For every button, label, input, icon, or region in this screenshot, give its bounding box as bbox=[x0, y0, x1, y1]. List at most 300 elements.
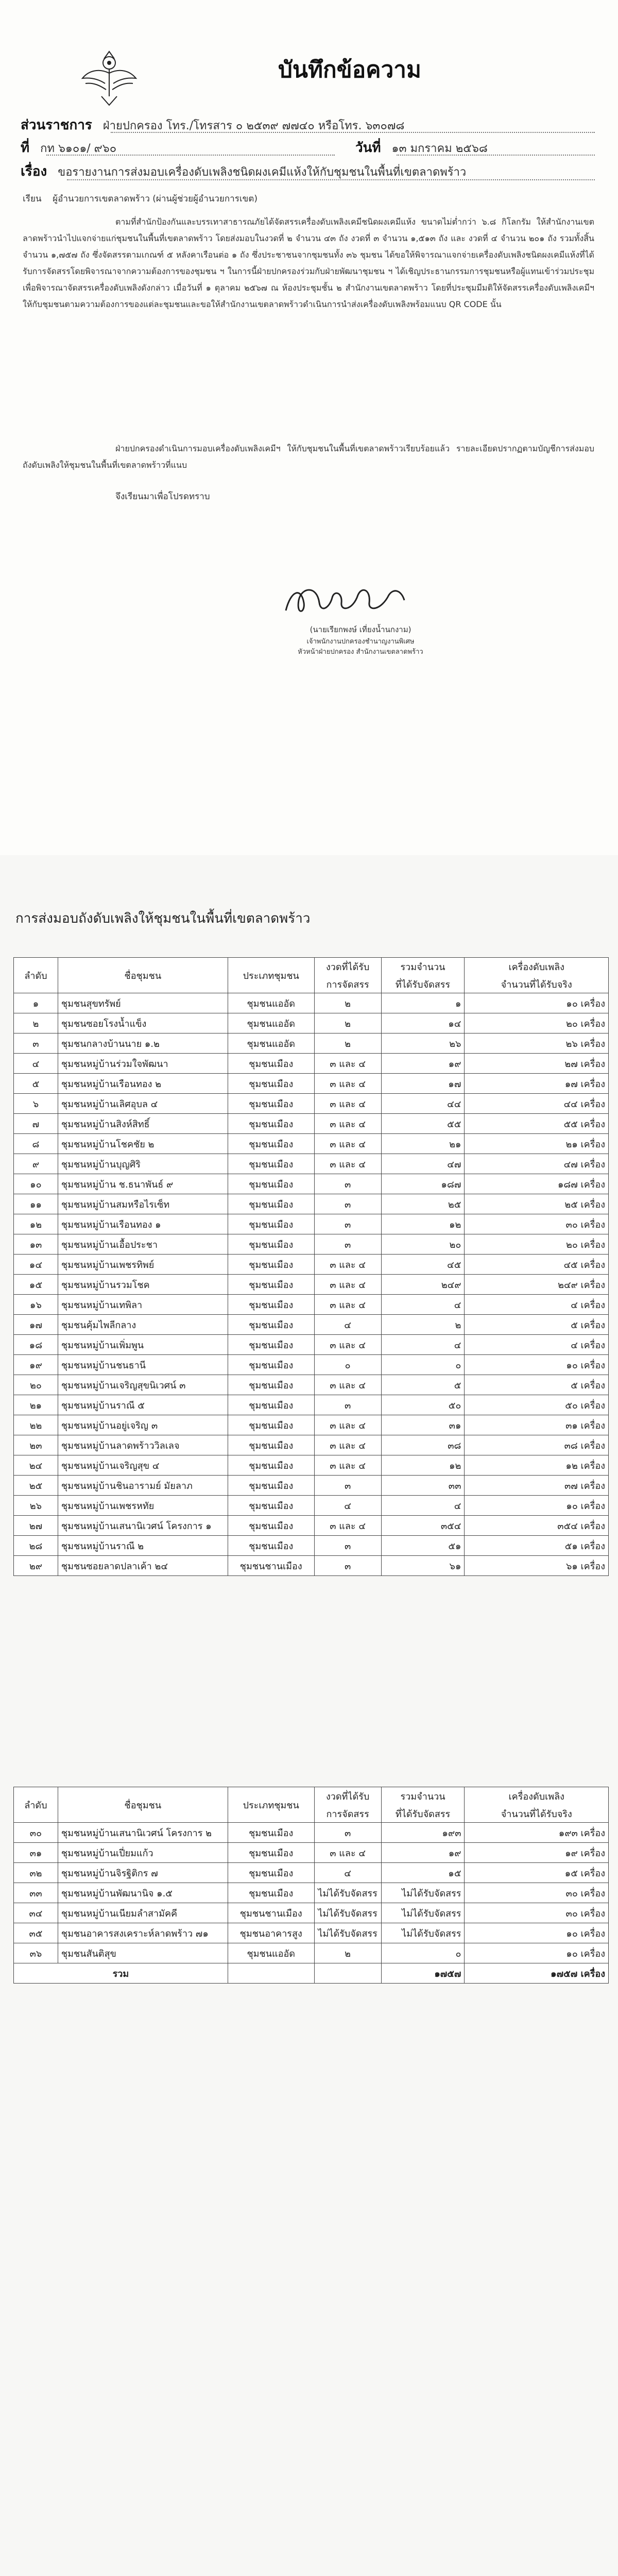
actual-qty: ๕๑ เครื่อง bbox=[465, 1536, 609, 1556]
total-empty bbox=[228, 1963, 314, 1984]
table-row bbox=[14, 1275, 609, 1295]
row-number: ๓๑ bbox=[14, 1843, 58, 1863]
col-header-name: ชื่อชุมชน bbox=[58, 1787, 228, 1823]
community-type: ชุมชนชานเมือง bbox=[228, 1903, 314, 1923]
col-header-actual: เครื่องดับเพลิง bbox=[465, 958, 609, 976]
agency-value: ฝ่ายปกครอง โทร./โทรสาร ๐ ๒๕๓๙ ๗๗๔๐ หรือโทร. ๖๓๐๗๘ bbox=[102, 120, 405, 132]
community-name: ชุมชนหมู่บ้านเสนานิเวศน์ โครงการ ๒ bbox=[58, 1823, 228, 1843]
table-row bbox=[14, 1883, 609, 1903]
to-value: ผู้อำนวยการเขตลาดพร้าว (ผ่านผู้ช่วยผู้อำนวยการเขต) bbox=[53, 194, 258, 204]
row-number: ๑๙ bbox=[14, 1355, 58, 1375]
allocated-qty: ไม่ได้รับจัดสรร bbox=[381, 1883, 465, 1903]
row-number: ๒๘ bbox=[14, 1536, 58, 1556]
actual-qty: ๕๐ เครื่อง bbox=[465, 1395, 609, 1415]
community-name: ชุมชนหมู่บ้านเจริญสุขนิเวศน์ ๓ bbox=[58, 1375, 228, 1395]
actual-qty: ๑๐ เครื่อง bbox=[465, 1355, 609, 1375]
allocated-qty: ๐ bbox=[381, 1355, 465, 1375]
community-type: ชุมชนเมือง bbox=[228, 1234, 314, 1255]
allocated-qty: ๕๕ bbox=[381, 1114, 465, 1134]
allocation-round: ๓ และ ๔ bbox=[314, 1843, 381, 1863]
community-name: ชุมชนหมู่บ้านราณี ๕ bbox=[58, 1395, 228, 1415]
actual-qty: ๔๕ เครื่อง bbox=[465, 1255, 609, 1275]
table-row bbox=[14, 1214, 609, 1234]
allocation-round: ไม่ได้รับจัดสรร bbox=[314, 1883, 381, 1903]
table-row bbox=[14, 1355, 609, 1375]
allocated-qty: ๑๗ bbox=[381, 1074, 465, 1094]
community-name: ชุมชนหมู่บ้านสมหรือไรเซ็ท bbox=[58, 1194, 228, 1214]
row-number: ๒๖ bbox=[14, 1496, 58, 1516]
col-header-round: งวดที่ได้รับ bbox=[314, 958, 381, 976]
subject-value: ขอรายงานการส่งมอบเครื่องดับเพลิงชนิดผงเคมีแห้งให้กับชุมชนในพื้นที่เขตลาดพร้าว bbox=[58, 166, 467, 179]
table-row bbox=[14, 1943, 609, 1963]
actual-qty: ๓๐ เครื่อง bbox=[465, 1883, 609, 1903]
community-type: ชุมชนเมือง bbox=[228, 1094, 314, 1114]
signer-title-2: หัวหน้าฝ่ายปกครอง สำนักงานเขตลาดพร้าว bbox=[298, 648, 423, 656]
actual-qty: ๑๐ เครื่อง bbox=[465, 1923, 609, 1943]
allocation-round: ๓ และ ๔ bbox=[314, 1054, 381, 1074]
community-type: ชุมชนเมือง bbox=[228, 1074, 314, 1094]
signature-icon bbox=[281, 580, 409, 621]
row-number: ๘ bbox=[14, 1134, 58, 1154]
actual-qty: ๑๙ เครื่อง bbox=[465, 1843, 609, 1863]
allocated-qty: ๓๓ bbox=[381, 1476, 465, 1496]
to-label: เรียน bbox=[23, 194, 42, 204]
ref-dotline bbox=[46, 155, 335, 156]
community-type: ชุมชนเมือง bbox=[228, 1194, 314, 1214]
row-number: ๑๕ bbox=[14, 1275, 58, 1295]
actual-qty: ๒๗ เครื่อง bbox=[465, 1054, 609, 1074]
col-header-qty-2: ที่ได้รับจัดสรร bbox=[381, 1805, 465, 1823]
community-type: ชุมชนเมือง bbox=[228, 1883, 314, 1903]
allocation-round: ๓ bbox=[314, 1395, 381, 1415]
table-row bbox=[14, 1496, 609, 1516]
table-row bbox=[14, 1054, 609, 1074]
table-row bbox=[14, 993, 609, 1013]
allocation-round: ๒ bbox=[314, 1013, 381, 1033]
allocated-qty: ๑๒ bbox=[381, 1214, 465, 1234]
allocated-qty: ๔ bbox=[381, 1295, 465, 1315]
row-number: ๒๒ bbox=[14, 1415, 58, 1435]
allocated-qty: ๒ bbox=[381, 1315, 465, 1335]
col-header-round-2: การจัดสรร bbox=[314, 975, 381, 993]
actual-qty: ๑๕ เครื่อง bbox=[465, 1863, 609, 1883]
community-type: ชุมชนเมือง bbox=[228, 1843, 314, 1863]
community-type: ชุมชนแออัด bbox=[228, 1013, 314, 1033]
allocated-qty: ไม่ได้รับจัดสรร bbox=[381, 1903, 465, 1923]
allocation-round: ๓ และ ๔ bbox=[314, 1255, 381, 1275]
community-type: ชุมชนเมือง bbox=[228, 1174, 314, 1194]
allocation-round: ๓ และ ๔ bbox=[314, 1375, 381, 1395]
table-row bbox=[14, 1094, 609, 1114]
community-type: ชุมชนเมือง bbox=[228, 1114, 314, 1134]
table-row bbox=[14, 1415, 609, 1435]
table-row bbox=[14, 1234, 609, 1255]
actual-qty: ๕๕ เครื่อง bbox=[465, 1114, 609, 1134]
allocation-round: ๓ และ ๔ bbox=[314, 1134, 381, 1154]
row-number: ๓๕ bbox=[14, 1923, 58, 1943]
memo-paragraph-2: ฝ่ายปกครองดำเนินการมอบเครื่องดับเพลิงเคมีฯ ให้กับชุมชนในพื้นที่เขตลาดพร้าวเรียบร้อยแล้ว รายละเอียดปรากฏตามบัญชีการส่งมอบถังดับเพลิงให้ชุมชนในพื้นที่เขตลาดพร้าวที่แนบ bbox=[23, 444, 594, 470]
col-header-actual: เครื่องดับเพลิง bbox=[465, 1787, 609, 1805]
allocation-round: ๔ bbox=[314, 1315, 381, 1335]
community-type: ชุมชนเมือง bbox=[228, 1154, 314, 1174]
community-type: ชุมชนชานเมือง bbox=[228, 1556, 314, 1576]
table-row bbox=[14, 1863, 609, 1883]
table-row bbox=[14, 1823, 609, 1843]
community-name: ชุมชนหมู่บ้านโชคชัย ๒ bbox=[58, 1134, 228, 1154]
agency-dotline bbox=[111, 132, 595, 133]
signer-title-1: เจ้าพนักงานปกครองชำนาญงานพิเศษ bbox=[306, 638, 415, 646]
allocation-round: ๓ และ ๔ bbox=[314, 1154, 381, 1174]
community-type: ชุมชนแออัด bbox=[228, 1943, 314, 1963]
col-header-qty: รวมจำนวน bbox=[381, 1787, 465, 1805]
community-name: ชุมชนหมู่บ้านเรือนทอง ๒ bbox=[58, 1074, 228, 1094]
community-name: ชุมชนหมู่บ้านลาดพร้าววิลเลจ bbox=[58, 1435, 228, 1455]
memo-paragraph-1: ตามที่สำนักป้องกันและบรรเทาสาธารณภัยได้จัดสรรเครื่องดับเพลิงเคมีชนิดผงเคมีแห้ง ขนาดไม่ต่ำกว่า ๖.๘ กิโลกรัม ให้สำนักงานเขตลาดพร้าวนำไปแจกจ่ายแก่ชุมชนในพื้นที่เขตลาดพร้าว โดยส่งมอบในงวดที่ ๒ จำนวน ๔๓ ถัง งวดที่ ๓ จำนวน ๑,๕๑๓ ถัง และ งวดที่ ๔ จำนวน ๒๐๑ ถัง รวมทั้งสิ้น จำนวน ๑,๗๕๗ ถัง ซึ่งจัดสรรตามเกณฑ์ ๕ หลังคาเรือนต่อ ๑ ถัง ซึ่งประชาชนจากชุมชนทั้ง ๓๖ ชุมชน ได้ขอให้พิจารณาแจกจ่ายเครื่องดับเพลิงชนิดผงเคมีแห้งที่ได้รับการจัดสรรโดยพิจารณาจากความต้องการของชุมชน ฯ ในการนี้ฝ่ายปกครองร่วมกับฝ่ายพัฒนาชุมชน ฯ ได้เชิญประธานกรรมการชุมชนหรือผู้แทนเข้าร่วมประชุมเพื่อพิจารณาจัดสรรเครื่องดับเพลิงดังกล่าว เมื่อวันที่ ๑ ตุลาคม ๒๕๖๗ ณ ห้องประชุมชั้น ๒ สำนักงานเขตลาดพร้าว โดยที่ประชุมมีมติให้จัดสรรเครื่องดับเพลิงเคมีฯ ให้กับชุมชนตามความต้องการของแต่ละชุมชนและขอให้สำนักงานเขตลาดพร้าวดำเนินการนำส่งเครื่องดับเพลิงพร้อมแนบ QR CODE นั้น bbox=[23, 217, 594, 309]
allocation-round: ๓ และ ๔ bbox=[314, 1415, 381, 1435]
community-name: ชุมชนหมู่บ้านเนียมลำสามัคคี bbox=[58, 1903, 228, 1923]
actual-qty: ๓๕๔ เครื่อง bbox=[465, 1516, 609, 1536]
community-name: ชุมชนหมู่บ้านบุญศิริ bbox=[58, 1154, 228, 1174]
allocation-round: ๓ bbox=[314, 1823, 381, 1843]
table-row bbox=[14, 1134, 609, 1154]
table-row bbox=[14, 1516, 609, 1536]
actual-qty: ๔ เครื่อง bbox=[465, 1335, 609, 1355]
allocation-round: ไม่ได้รับจัดสรร bbox=[314, 1903, 381, 1923]
allocation-table-1 bbox=[13, 957, 609, 1576]
community-type: ชุมชนเมือง bbox=[228, 1054, 314, 1074]
community-name: ชุมชนหมู่บ้านเพชรทิพย์ bbox=[58, 1255, 228, 1275]
allocated-qty: ๑ bbox=[381, 993, 465, 1013]
col-header-round: งวดที่ได้รับ bbox=[314, 1787, 381, 1805]
community-type: ชุมชนเมือง bbox=[228, 1395, 314, 1415]
allocation-round: ๓ และ ๔ bbox=[314, 1435, 381, 1455]
community-name: ชุมชนหมู่บ้านเลิศอุบล ๔ bbox=[58, 1094, 228, 1114]
table-row bbox=[14, 1335, 609, 1355]
row-number: ๑ bbox=[14, 993, 58, 1013]
community-name: ชุมชนหมู่บ้านชนธานี bbox=[58, 1355, 228, 1375]
allocated-qty: ไม่ได้รับจัดสรร bbox=[381, 1923, 465, 1943]
actual-qty: ๑๒ เครื่อง bbox=[465, 1455, 609, 1476]
table-row bbox=[14, 1194, 609, 1214]
community-name: ชุมชนกลางบ้านนาย ๑.๒ bbox=[58, 1033, 228, 1054]
allocation-round: ๒ bbox=[314, 1033, 381, 1054]
table-row bbox=[14, 1114, 609, 1134]
actual-qty: ๒๕ เครื่อง bbox=[465, 1194, 609, 1214]
allocated-qty: ๐ bbox=[381, 1943, 465, 1963]
allocation-round: ๒ bbox=[314, 993, 381, 1013]
allocated-qty: ๔๔ bbox=[381, 1094, 465, 1114]
community-name: ชุมชนหมู่บ้านเจริญสุข ๔ bbox=[58, 1455, 228, 1476]
actual-qty: ๓๗ เครื่อง bbox=[465, 1476, 609, 1496]
total-qty: ๑๗๕๗ bbox=[381, 1963, 465, 1984]
actual-qty: ๒๔๙ เครื่อง bbox=[465, 1275, 609, 1295]
actual-qty: ๑๘๗ เครื่อง bbox=[465, 1174, 609, 1194]
allocated-qty: ๒๕ bbox=[381, 1194, 465, 1214]
actual-qty: ๕ เครื่อง bbox=[465, 1315, 609, 1335]
community-name: ชุมชนหมู่บ้านรวมโชค bbox=[58, 1275, 228, 1295]
community-name: ชุมชนหมู่บ้านจิรฐิติกร ๗ bbox=[58, 1863, 228, 1883]
memo-page bbox=[0, 0, 618, 855]
actual-qty: ๔๗ เครื่อง bbox=[465, 1154, 609, 1174]
row-number: ๒๗ bbox=[14, 1516, 58, 1536]
allocated-qty: ๑๕ bbox=[381, 1863, 465, 1883]
row-number: ๕ bbox=[14, 1074, 58, 1094]
community-name: ชุมชนหมู่บ้านอยู่เจริญ ๓ bbox=[58, 1415, 228, 1435]
actual-qty: ๓๘ เครื่อง bbox=[465, 1435, 609, 1455]
community-type: ชุมชนเมือง bbox=[228, 1823, 314, 1843]
community-name: ชุมชนหมู่บ้านพัฒนานิจ ๑.๕ bbox=[58, 1883, 228, 1903]
allocated-qty: ๑๘๗ bbox=[381, 1174, 465, 1194]
table-row bbox=[14, 1476, 609, 1496]
actual-qty: ๓๑ เครื่อง bbox=[465, 1415, 609, 1435]
total-row bbox=[14, 1963, 609, 1984]
allocation-round: ๓ และ ๔ bbox=[314, 1335, 381, 1355]
row-number: ๑๗ bbox=[14, 1315, 58, 1335]
community-name: ชุมชนซอยโรงน้ำแข็ง bbox=[58, 1013, 228, 1033]
table-row bbox=[14, 1455, 609, 1476]
allocated-qty: ๑๙๓ bbox=[381, 1823, 465, 1843]
subject-label: เรื่อง bbox=[21, 164, 47, 179]
allocation-round: ๓ และ ๔ bbox=[314, 1455, 381, 1476]
col-header-actual-2: จำนวนที่ได้รับจริง bbox=[465, 975, 609, 993]
actual-qty: ๑๐ เครื่อง bbox=[465, 1943, 609, 1963]
table-row bbox=[14, 1013, 609, 1033]
community-name: ชุมชนหมู่บ้านเทพิลา bbox=[58, 1295, 228, 1315]
community-name: ชุมชนหมู่บ้านเสนานิเวศน์ โครงการ ๑ bbox=[58, 1516, 228, 1536]
community-name: ชุมชนสันติสุข bbox=[58, 1943, 228, 1963]
allocated-qty: ๓๘ bbox=[381, 1435, 465, 1455]
row-number: ๑๒ bbox=[14, 1214, 58, 1234]
allocated-qty: ๑๙ bbox=[381, 1843, 465, 1863]
allocated-qty: ๔ bbox=[381, 1496, 465, 1516]
allocated-qty: ๕๑ bbox=[381, 1536, 465, 1556]
actual-qty: ๖๑ เครื่อง bbox=[465, 1556, 609, 1576]
date-label: วันที่ bbox=[355, 140, 381, 156]
allocation-round: ๓ bbox=[314, 1214, 381, 1234]
col-header-qty: รวมจำนวน bbox=[381, 958, 465, 976]
community-name: ชุมชนซอยลาดปลาเค้า ๒๔ bbox=[58, 1556, 228, 1576]
allocated-qty: ๒๑ bbox=[381, 1134, 465, 1154]
community-name: ชุมชนหมู่บ้านเพิ่มพูน bbox=[58, 1335, 228, 1355]
row-number: ๒๑ bbox=[14, 1395, 58, 1415]
actual-qty: ๔๔ เครื่อง bbox=[465, 1094, 609, 1114]
community-name: ชุมชนหมู่บ้านเรือนทอง ๑ bbox=[58, 1214, 228, 1234]
col-header-no: ลำดับ bbox=[14, 1787, 58, 1823]
date-value: ๑๓ มกราคม ๒๕๖๘ bbox=[391, 142, 488, 155]
community-name: ชุมชนหมู่บ้านชินอารามย์ มัยลาภ bbox=[58, 1476, 228, 1496]
table-row bbox=[14, 1923, 609, 1943]
table-row bbox=[14, 1074, 609, 1094]
table-row bbox=[14, 1033, 609, 1054]
table-row bbox=[14, 1556, 609, 1576]
community-name: ชุมชนหมู่บ้านเพชรหทัย bbox=[58, 1496, 228, 1516]
allocation-round: ๓ bbox=[314, 1556, 381, 1576]
allocated-qty: ๑๒ bbox=[381, 1455, 465, 1476]
community-type: ชุมชนเมือง bbox=[228, 1335, 314, 1355]
community-type: ชุมชนเมือง bbox=[228, 1134, 314, 1154]
allocated-qty: ๖๑ bbox=[381, 1556, 465, 1576]
row-number: ๑๖ bbox=[14, 1295, 58, 1315]
row-number: ๙ bbox=[14, 1154, 58, 1174]
row-number: ๑๑ bbox=[14, 1194, 58, 1214]
allocated-qty: ๓๑ bbox=[381, 1415, 465, 1435]
memo-title: บันทึกข้อความ bbox=[278, 57, 422, 83]
allocation-round: ๓ bbox=[314, 1234, 381, 1255]
row-number: ๓ bbox=[14, 1033, 58, 1054]
row-number: ๒๔ bbox=[14, 1455, 58, 1476]
allocated-qty: ๔๗ bbox=[381, 1154, 465, 1174]
table-row bbox=[14, 1375, 609, 1395]
row-number: ๖ bbox=[14, 1094, 58, 1114]
community-type: ชุมชนเมือง bbox=[228, 1516, 314, 1536]
actual-qty: ๕ เครื่อง bbox=[465, 1375, 609, 1395]
row-number: ๒ bbox=[14, 1013, 58, 1033]
community-type: ชุมชนเมือง bbox=[228, 1355, 314, 1375]
allocation-round: ๓ และ ๔ bbox=[314, 1074, 381, 1094]
allocation-round: ๔ bbox=[314, 1863, 381, 1883]
col-header-actual-2: จำนวนที่ได้รับจริง bbox=[465, 1805, 609, 1823]
actual-qty: ๒๑ เครื่อง bbox=[465, 1134, 609, 1154]
col-header-name: ชื่อชุมชน bbox=[58, 958, 228, 993]
row-number: ๒๐ bbox=[14, 1375, 58, 1395]
allocation-round: ๓ และ ๔ bbox=[314, 1516, 381, 1536]
col-header-round-2: การจัดสรร bbox=[314, 1805, 381, 1823]
allocation-round: ๒ bbox=[314, 1943, 381, 1963]
total-actual: ๑๗๕๗ เครื่อง bbox=[465, 1963, 609, 1984]
allocation-round: ๓ bbox=[314, 1536, 381, 1556]
allocated-qty: ๑๙ bbox=[381, 1054, 465, 1074]
community-type: ชุมชนเมือง bbox=[228, 1375, 314, 1395]
community-type: ชุมชนเมือง bbox=[228, 1496, 314, 1516]
section-title-text: การส่งมอบถังดับเพลิงให้ชุมชนในพื้นที่เขตลาดพร้าว bbox=[15, 911, 311, 926]
row-number: ๒๓ bbox=[14, 1435, 58, 1455]
allocated-qty: ๓๕๔ bbox=[381, 1516, 465, 1536]
allocation-round: ๐ bbox=[314, 1355, 381, 1375]
subject-dotline bbox=[67, 179, 595, 180]
community-type: ชุมชนเมือง bbox=[228, 1476, 314, 1496]
community-name: ชุมชนหมู่บ้านราณี ๒ bbox=[58, 1536, 228, 1556]
row-number: ๑๔ bbox=[14, 1255, 58, 1275]
col-header-qty-2: ที่ได้รับจัดสรร bbox=[381, 975, 465, 993]
community-name: ชุมชนคุ้มไพลีกลาง bbox=[58, 1315, 228, 1335]
community-type: ชุมชนเมือง bbox=[228, 1275, 314, 1295]
allocated-qty: ๒๖ bbox=[381, 1033, 465, 1054]
garuda-seal-icon bbox=[78, 47, 140, 109]
actual-qty: ๑๙๓ เครื่อง bbox=[465, 1823, 609, 1843]
section-title bbox=[15, 908, 310, 929]
community-name: ชุมชนหมู่บ้านเอื้อประชา bbox=[58, 1234, 228, 1255]
community-name: ชุมชนหมู่บ้าน ช.ธนาพันธ์ ๙ bbox=[58, 1174, 228, 1194]
allocated-qty: ๒๐ bbox=[381, 1234, 465, 1255]
subject-row bbox=[21, 161, 466, 182]
table-row bbox=[14, 1315, 609, 1335]
date-dotline bbox=[397, 155, 595, 156]
ref-label: ที่ bbox=[21, 140, 30, 156]
actual-qty: ๔ เครื่อง bbox=[465, 1295, 609, 1315]
col-header-no: ลำดับ bbox=[14, 958, 58, 993]
actual-qty: ๑๗ เครื่อง bbox=[465, 1074, 609, 1094]
community-name: ชุมชนอาคารสงเคราะห์ลาดพร้าว ๗๑ bbox=[58, 1923, 228, 1943]
actual-qty: ๒๖ เครื่อง bbox=[465, 1033, 609, 1054]
allocation-round: ไม่ได้รับจัดสรร bbox=[314, 1923, 381, 1943]
memo-closing: จึงเรียนมาเพื่อโปรดทราบ bbox=[115, 492, 210, 502]
actual-qty: ๑๐ เครื่อง bbox=[465, 993, 609, 1013]
community-type: ชุมชนเมือง bbox=[228, 1455, 314, 1476]
community-type: ชุมชนแออัด bbox=[228, 1033, 314, 1054]
row-number: ๑๘ bbox=[14, 1335, 58, 1355]
row-number: ๒๙ bbox=[14, 1556, 58, 1576]
community-type: ชุมชนเมือง bbox=[228, 1295, 314, 1315]
community-name: ชุมชนหมู่บ้านเปี่ยมแก้ว bbox=[58, 1843, 228, 1863]
table-row bbox=[14, 1395, 609, 1415]
row-number: ๓๒ bbox=[14, 1863, 58, 1883]
actual-qty: ๒๐ เครื่อง bbox=[465, 1013, 609, 1033]
table-row bbox=[14, 1255, 609, 1275]
table-row bbox=[14, 1154, 609, 1174]
total-label: รวม bbox=[14, 1963, 228, 1984]
agency-label: ส่วนราชการ bbox=[21, 117, 92, 133]
actual-qty: ๒๐ เครื่อง bbox=[465, 1234, 609, 1255]
community-type: ชุมชนเมือง bbox=[228, 1255, 314, 1275]
allocated-qty: ๒๔๙ bbox=[381, 1275, 465, 1295]
row-number: ๓๖ bbox=[14, 1943, 58, 1963]
allocation-round: ๓ และ ๔ bbox=[314, 1114, 381, 1134]
community-type: ชุมชนเมือง bbox=[228, 1863, 314, 1883]
allocation-round: ๓ bbox=[314, 1174, 381, 1194]
row-number: ๗ bbox=[14, 1114, 58, 1134]
community-name: ชุมชนสุขทรัพย์ bbox=[58, 993, 228, 1013]
row-number: ๒๕ bbox=[14, 1476, 58, 1496]
actual-qty: ๓๐ เครื่อง bbox=[465, 1214, 609, 1234]
col-header-type: ประเภทชุมชน bbox=[228, 1787, 314, 1823]
allocation-round: ๓ และ ๔ bbox=[314, 1275, 381, 1295]
table-row bbox=[14, 1843, 609, 1863]
allocated-qty: ๔ bbox=[381, 1335, 465, 1355]
allocated-qty: ๕ bbox=[381, 1375, 465, 1395]
table-row bbox=[14, 1903, 609, 1923]
signer-name: (นายเรียกพงษ์ เที่ยงน้ำนกงาม) bbox=[310, 625, 411, 634]
community-type: ชุมชนอาคารสูง bbox=[228, 1923, 314, 1943]
community-type: ชุมชนเมือง bbox=[228, 1315, 314, 1335]
allocation-round: ๔ bbox=[314, 1496, 381, 1516]
col-header-type: ประเภทชุมชน bbox=[228, 958, 314, 993]
row-number: ๔ bbox=[14, 1054, 58, 1074]
community-name: ชุมชนหมู่บ้านร่วมใจพัฒนา bbox=[58, 1054, 228, 1074]
allocation-round: ๓ และ ๔ bbox=[314, 1094, 381, 1114]
row-number: ๓๐ bbox=[14, 1823, 58, 1843]
allocated-qty: ๕๐ bbox=[381, 1395, 465, 1415]
actual-qty: ๑๐ เครื่อง bbox=[465, 1496, 609, 1516]
to-row bbox=[23, 192, 258, 206]
allocation-round: ๓ bbox=[314, 1476, 381, 1496]
community-type: ชุมชนเมือง bbox=[228, 1214, 314, 1234]
community-type: ชุมชนเมือง bbox=[228, 1435, 314, 1455]
row-number: ๓๔ bbox=[14, 1903, 58, 1923]
table-row bbox=[14, 1295, 609, 1315]
row-number: ๑๐ bbox=[14, 1174, 58, 1194]
table-row bbox=[14, 1174, 609, 1194]
allocation-round: ๓ bbox=[314, 1194, 381, 1214]
total-empty bbox=[314, 1963, 381, 1984]
ref-value: กท ๖๑๐๑/ ๙๖๐ bbox=[40, 142, 117, 155]
allocation-round: ๓ และ ๔ bbox=[314, 1295, 381, 1315]
actual-qty: ๓๐ เครื่อง bbox=[465, 1903, 609, 1923]
row-number: ๓๓ bbox=[14, 1883, 58, 1903]
table-row bbox=[14, 1435, 609, 1455]
allocated-qty: ๔๕ bbox=[381, 1255, 465, 1275]
community-name: ชุมชนหมู่บ้านสิงห์สิทธิ์ bbox=[58, 1114, 228, 1134]
community-type: ชุมชนเมือง bbox=[228, 1415, 314, 1435]
